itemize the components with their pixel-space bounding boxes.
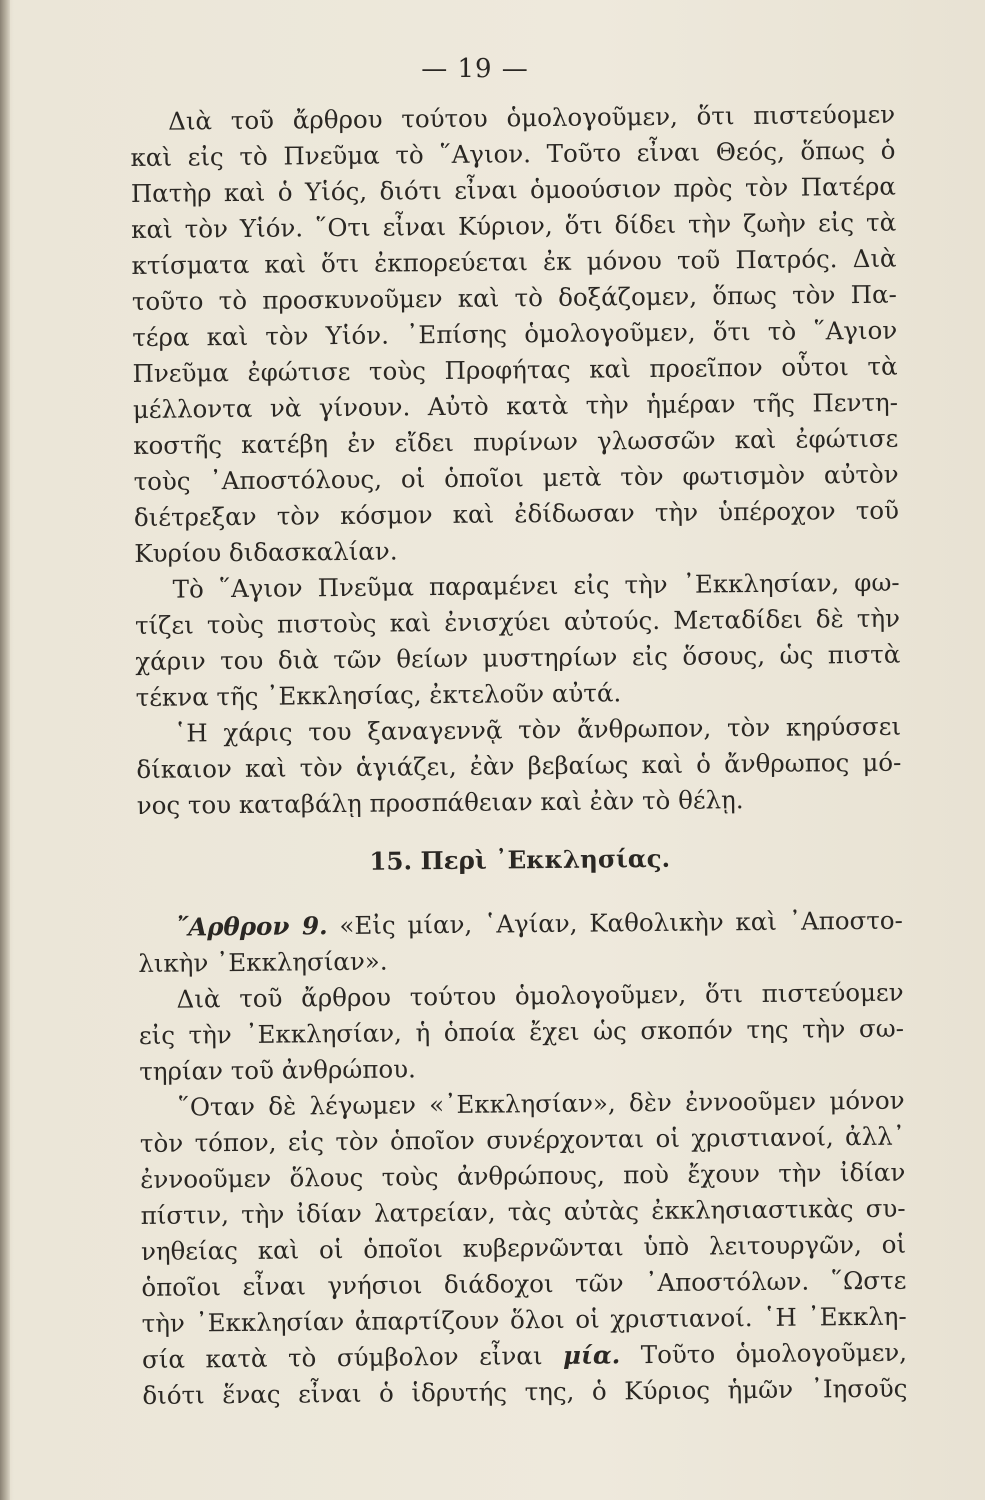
text-line: τηρίαν τοῦ ἀνθρώπου. bbox=[139, 1054, 416, 1086]
text-line: εἰς τὴν ᾿Εκκλησίαν, ἡ ὁποία ἔχει ὡς σκοπόν της τὴν σω- bbox=[138, 1013, 905, 1050]
paragraph-holy-spirit bbox=[130, 97, 899, 572]
paragraph-church-meaning bbox=[139, 1083, 907, 1414]
article-line bbox=[138, 903, 903, 946]
text-line: τίζει τοὺς πιστοὺς καὶ ἐνισχύει αὐτούς. Μεταδίδει δὲ τὴν bbox=[134, 603, 901, 640]
article-label: ῎Αρθρον 9. bbox=[175, 911, 328, 942]
text-line: πίστιν, τὴν ἰδίαν λατρείαν, τὰς αὐτὰς ἐκκλησιαστικὰς συ- bbox=[140, 1193, 906, 1230]
paragraph-holy-spirit-church bbox=[134, 565, 900, 716]
paragraph-grace bbox=[136, 709, 902, 824]
text-line: Διὰ τοῦ ἄρθρου τούτου ὁμολογοῦμεν, ὅτι πιστεύομεν bbox=[168, 99, 896, 136]
text-line: τοὺς ᾿Αποστόλους, οἱ ὁποῖοι μετὰ τὸν φωτισμὸν αὐτὸν bbox=[133, 459, 899, 496]
text-line: Τὸ ῞Αγιον Πνεῦμα παραμένει εἰς τὴν ᾿Εκκλησίαν, φω- bbox=[172, 567, 900, 604]
text-line: ἐννοοῦμεν ὅλους τοὺς ἀνθρώπους, ποὺ ἔχουν τὴν ἰδίαν bbox=[140, 1157, 906, 1194]
article-statement bbox=[138, 903, 904, 982]
text-line: ῾Η χάρις του ξαναγεννᾷ τὸν ἄνθρωπον, τὸν κηρύσσει bbox=[173, 711, 902, 748]
section-heading: 15. Περὶ ᾿Εκκλησίας. bbox=[369, 843, 671, 876]
text-line: τέρα καὶ τὸν Υἱόν. ᾿Επίσης ὁμολογοῦμεν, ὅτι τὸ ῞Αγιον bbox=[132, 315, 898, 352]
text-line: Πνεῦμα ἐφώτισε τοὺς Προφήτας καὶ προεῖπον οὗτοι τὰ bbox=[132, 351, 898, 388]
article-quote-start: «Εἰς μίαν, ῾Αγίαν, Καθολικὴν καὶ ᾿Αποστο- bbox=[339, 905, 904, 941]
text-fragment: σία κατὰ τὸ σύμβολον εἶναι bbox=[141, 1341, 543, 1374]
text-line: Διὰ τοῦ ἄρθρου τούτου ὁμολογοῦμεν, ὅτι πιστεύομεν bbox=[176, 977, 904, 1014]
text-line: ὁποῖοι εἶναι γνήσιοι διάδοχοι τῶν ᾿Αποστόλων. ῞Ωστε bbox=[141, 1265, 907, 1302]
text-line: καὶ τὸν Υἱόν. ῞Οτι εἶναι Κύριον, ὅτι δίδει τὴν ζωὴν εἰς τὰ bbox=[131, 207, 897, 244]
text-line: τοῦτο τὸ προσκυνοῦμεν καὶ τὸ δοξάζομεν, ὅπως τὸν Πα- bbox=[131, 279, 897, 316]
text-line: διότι ἕνας εἶναι ὁ ἱδρυτής της, ὁ Κύριος ἡμῶν ᾿Ιησοῦς bbox=[142, 1373, 908, 1410]
text-line: καὶ εἰς τὸ Πνεῦμα τὸ ῞Αγιον. Τοῦτο εἶναι Θεός, ὅπως ὁ bbox=[130, 135, 896, 172]
text-line: δίκαιον καὶ τὸν ἁγιάζει, ἐὰν βεβαίως καὶ ὁ ἄνθρωπος μό- bbox=[136, 747, 902, 784]
page-spine-edge bbox=[0, 0, 10, 1500]
emphasis-word: μία. bbox=[562, 1340, 621, 1370]
text-line: νηθείας καὶ οἱ ὁποῖοι κυβερνῶνται ὑπὸ λειτουργῶν, οἱ bbox=[140, 1229, 907, 1266]
text-line: χάριν του διὰ τῶν θείων μυστηρίων εἰς ὅσους, ὡς πιστὰ bbox=[135, 639, 901, 676]
text-fragment: Τοῦτο ὁμολογοῦμεν, bbox=[640, 1337, 908, 1370]
page-number: — 19 — bbox=[421, 54, 529, 84]
text-line: κτίσματα καὶ ὅτι ἐκπορεύεται ἐκ μόνου τοῦ Πατρός. Διὰ bbox=[131, 243, 897, 280]
text-line: Πατὴρ καὶ ὁ Υἱός, διότι εἶναι ὁμοούσιον πρὸς τὸν Πατέρα bbox=[130, 171, 896, 208]
text-line: Κυρίου διδασκαλίαν. bbox=[134, 536, 398, 568]
text-line: τέκνα τῆς ᾿Εκκλησίας, ἐκτελοῦν αὐτά. bbox=[135, 678, 622, 712]
text-line: λικὴν ᾿Εκκλησίαν». bbox=[138, 946, 388, 978]
text-line: μέλλοντα νὰ γίνουν. Αὐτὸ κατὰ τὴν ἡμέραν τῆς Πεντη- bbox=[132, 387, 899, 424]
paragraph-article-explanation bbox=[138, 975, 904, 1090]
text-line: ῞Οταν δὲ λέγωμεν «᾿Εκκλησίαν», δὲν ἐννοοῦμεν μόνον bbox=[177, 1085, 905, 1122]
text-line: τὸν τόπον, εἰς τὸν ὁποῖον συνέρχονται οἱ χριστιανοί, ἀλλ᾿ bbox=[139, 1121, 906, 1158]
page-text-body bbox=[130, 97, 908, 1414]
text-line: κοστῆς κατέβη ἐν εἴδει πυρίνων γλωσσῶν καὶ ἐφώτισε bbox=[133, 423, 899, 460]
text-line: νος του καταβάλῃ προσπάθειαν καὶ ἐὰν τὸ θέλῃ. bbox=[136, 785, 744, 820]
text-line: διέτρεξαν τὸν κόσμον καὶ ἐδίδωσαν τὴν ὑπέροχον τοῦ bbox=[133, 495, 900, 532]
text-line: τὴν ᾿Εκκλησίαν ἀπαρτίζουν ὅλοι οἱ χριστιανοί. ῾Η ᾿Εκκλη- bbox=[141, 1301, 907, 1338]
